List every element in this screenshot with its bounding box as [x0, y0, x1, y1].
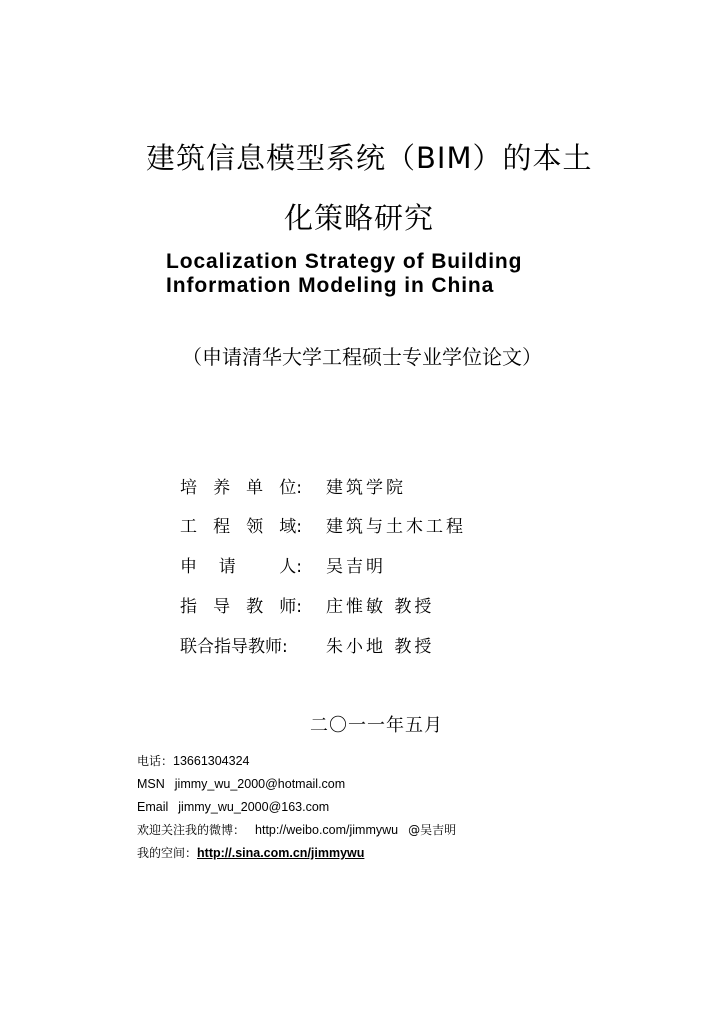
- info-value: 吴吉明: [326, 557, 386, 577]
- info-label: [180, 515, 302, 539]
- label-char: 指: [180, 597, 197, 617]
- english-title-line-1: Localization Strategy of Building: [166, 250, 523, 273]
- label-char: 联合指导教师:: [180, 637, 288, 657]
- label-char: 导: [213, 597, 231, 617]
- thesis-date: 二〇一一年五月: [310, 715, 443, 736]
- space-label: 我的空间：: [137, 846, 198, 860]
- space-link[interactable]: http://.sina.com.cn/jimmywu: [197, 846, 365, 860]
- weibo-label: 欢迎关注我的微博：: [137, 823, 246, 837]
- contact-msn: [137, 776, 345, 792]
- label-char: 单: [246, 478, 264, 498]
- info-value: 建筑学院: [326, 478, 406, 498]
- msn-value: jimmy_wu_2000@hotmail.com: [174, 777, 346, 791]
- label-char: 教: [246, 597, 264, 617]
- contact-space: [137, 845, 364, 861]
- contact-email: [137, 799, 329, 815]
- chinese-title-line-1: 建筑信息模型系统（BIM）的本土: [146, 141, 593, 175]
- degree-note: （申请清华大学工程硕士专业学位论文）: [182, 345, 542, 369]
- weibo-link[interactable]: http://weibo.com/jimmywu: [255, 823, 399, 837]
- info-label: [180, 635, 302, 659]
- info-label: [180, 595, 302, 619]
- info-label: [180, 555, 302, 579]
- chinese-title-line-2: 化策略研究: [284, 201, 435, 235]
- email-label: Email: [137, 800, 169, 814]
- label-char: 位:: [279, 478, 302, 498]
- label-char: 请: [218, 557, 236, 577]
- info-label: [180, 476, 302, 500]
- english-title-line-2: Information Modeling in China: [166, 274, 495, 297]
- label-char: 师:: [279, 597, 302, 617]
- label-char: 领: [246, 517, 264, 537]
- label-char: 培: [180, 478, 197, 498]
- weibo-handle: @吴吉明: [408, 823, 457, 837]
- info-value: 朱小地 教授: [326, 637, 435, 657]
- email-value: jimmy_wu_2000@163.com: [178, 800, 330, 814]
- label-char: 申: [180, 557, 197, 577]
- label-char: 养: [213, 478, 231, 498]
- contact-weibo: [137, 822, 456, 838]
- contact-phone: [137, 753, 250, 769]
- info-value: 建筑与土木工程: [326, 517, 466, 537]
- phone-value: 13661304324: [173, 754, 250, 768]
- phone-label: 电话：: [137, 754, 174, 768]
- label-char: 域:: [279, 517, 302, 537]
- label-char: 程: [213, 517, 231, 537]
- msn-label: MSN: [137, 777, 165, 791]
- label-char: 人:: [279, 557, 302, 577]
- info-value: 庄惟敏 教授: [326, 597, 435, 617]
- label-char: 工: [180, 517, 197, 537]
